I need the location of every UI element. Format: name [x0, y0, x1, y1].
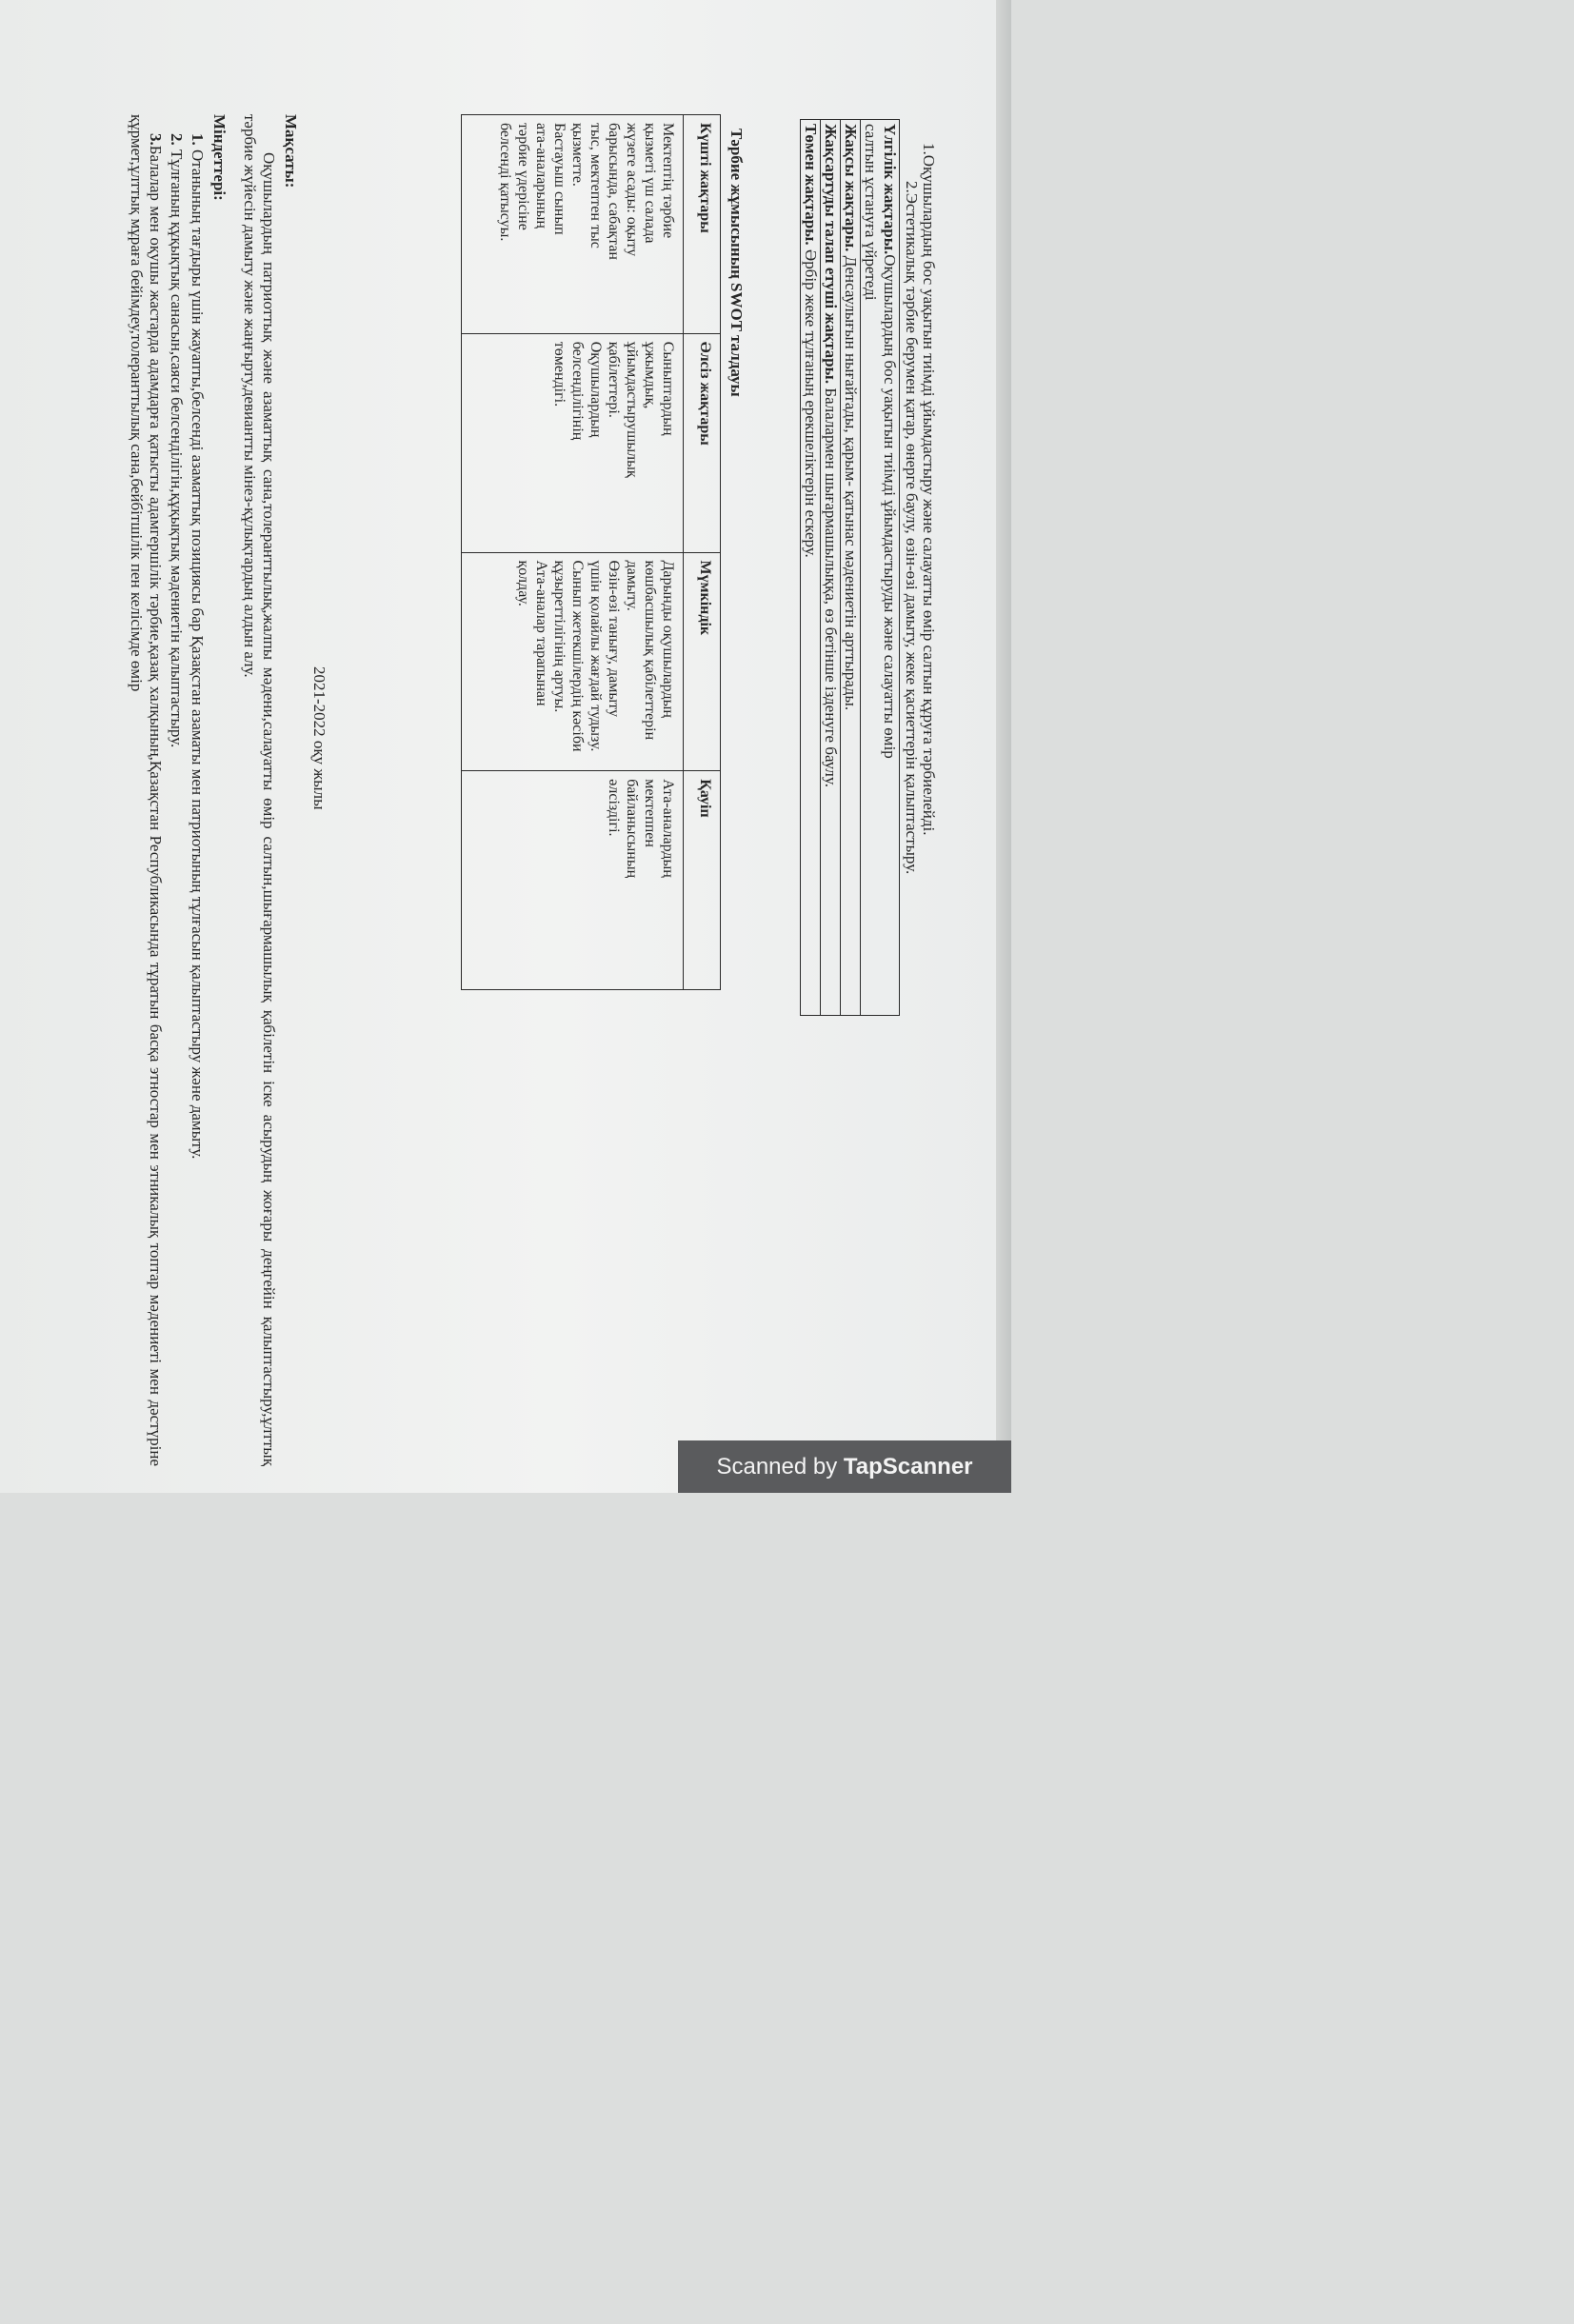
swot-line: Ата-аналар тарапынан: [533, 560, 549, 706]
swot-header-threats: Қауіп: [684, 771, 721, 990]
box-row-good-text: Денсаулығын нығайтады, қарым- қатынас мәдениетін арттырады.: [842, 251, 860, 711]
swot-line: Өзін-өзі танығу, дамыту: [606, 560, 622, 717]
swot-cell-weaknesses: [462, 333, 684, 552]
swot-line: төмендігі.: [551, 341, 568, 407]
watermark-prefix: Scanned by: [716, 1454, 844, 1480]
swot-line: Оқушылардың: [588, 341, 604, 438]
swot-line: мектеппен: [642, 779, 658, 847]
swot-header-strengths: Күшті жақтары: [684, 115, 721, 334]
academic-year: 2021-2022 оқу жылы: [310, 666, 329, 810]
box-row-exemplary-label: Үлгілік жақтары.: [881, 124, 899, 255]
tasks-list: [125, 114, 207, 1466]
swot-line: қызметте.: [569, 123, 586, 187]
swot-line: жүзеге асады: оқыту: [624, 123, 640, 257]
swot-cell-threats: [462, 771, 684, 990]
box-row-exemplary: [860, 120, 899, 1015]
swot-line: белсенділігінің: [569, 341, 586, 441]
swot-line: Ата-аналардың: [660, 779, 676, 878]
swot-line: қызметі үш салада: [642, 123, 658, 244]
watermark-brand: TapScanner: [843, 1454, 973, 1480]
box-row-improve-text: Балалармен шығармашылыққа, өз бетінше ізденуге баулу.: [822, 384, 840, 787]
swot-line: құзыреттілігінің артуы.: [551, 560, 568, 713]
box-row-improve-label: Жақсартуды талап етуші жақтары.: [822, 124, 840, 385]
box-row-low: [801, 120, 820, 1015]
evaluation-box: [800, 119, 900, 1016]
box-row-exemplary-cont: салтын ұстануға үйретеді: [862, 124, 880, 301]
swot-line: ұйымдастырушылық: [624, 341, 640, 478]
swot-line: Сыныптардың: [660, 341, 676, 436]
swot-line: тыс, мектептен тыс: [588, 123, 604, 248]
task-item: [127, 114, 165, 1466]
task-text: Балалар мен оқушы жастарда адамдарға қатысты адамгершілік тәрбие,қазақ халқының,Қазақстан Республикасында тұратын басқа этностар мен этникалық топтар мәдениеті мен дәстүріне құрмет,ұлттық мұраға бейімдеу,толеранттылық сана,бейбітшілік пен келісімде өмір: [128, 114, 165, 1466]
swot-cell-opportunities: [462, 552, 684, 771]
goal-text: Оқушылардың патриоттық және азаматтық сана,толеранттылық,жалпы мәдени,салауатты өмір салтын,шығармашылық қабілетін іске асырудың жоғары деңгейін қалыптастыру,ұлттық тәрбие жүйесін дамыту және жаңғырту,девиантты мінез-құлықтардың алдын алу.: [241, 114, 278, 1466]
swot-line: үшін қолайлы жағдай тудызу.: [588, 560, 604, 752]
swot-title: Тәрбие жұмысының SWOT талдауы: [727, 129, 746, 397]
swot-line: ата-аналарының: [533, 123, 549, 228]
task-item: [188, 114, 207, 1466]
swot-line: Бастауыш сынып: [551, 123, 568, 235]
swot-line: тәрбие үдерісіне: [515, 123, 531, 230]
swot-line: байланысының: [624, 779, 640, 879]
task-number: 2.: [168, 133, 186, 146]
swot-line: Дарынды оқушылардың: [660, 560, 676, 718]
box-row-improve: [820, 120, 840, 1015]
box-row-good-label: Жақсы жақтары.: [842, 124, 860, 252]
box-row-exemplary-text: Оқушылардың бос уақытын тиімді ұйымдастыруды және салауатты өмір: [881, 254, 899, 759]
task-number: 3.: [147, 133, 165, 146]
swot-header-row: [684, 115, 721, 990]
box-row-good: [840, 120, 860, 1015]
task-text: Отанының тағдыры үшін жауапты,белсенді азаматтық позициясы бар Қазақстан азаматы мен патриотының тұлғасын қалыптастыру және дамыту.: [189, 145, 207, 1160]
swot-line: көшбасшылық қабілеттерін: [642, 560, 658, 741]
intro-line-2: 2.Эстетикалық тәрбие берумен қатар, өнерге баулу, өзін-өзі дамыту, жеке қасиеттерін қалыптастыру.: [903, 181, 921, 875]
swot-line: Сынып жетекшілердің кәсіби: [569, 560, 586, 752]
swot-line: ұжымдық,: [642, 341, 658, 409]
swot-line: қабілеттері.: [606, 341, 622, 418]
swot-body-row: [462, 115, 684, 990]
swot-header-weaknesses: Әлсіз жақтары: [684, 333, 721, 552]
rotated-document: [62, 76, 938, 1466]
task-number: 1.: [189, 133, 207, 146]
swot-line: дамыту.: [624, 560, 640, 611]
swot-line: Мектептің тәрбие: [660, 123, 676, 239]
tasks-heading: Міндеттері:: [210, 114, 229, 201]
swot-line: әлсіздігі.: [606, 779, 622, 837]
task-item: [167, 114, 186, 1466]
swot-line: белсенді қатысуы.: [497, 123, 513, 242]
swot-cell-strengths: [462, 115, 684, 334]
swot-header-opportunities: Мүмкіндік: [684, 552, 721, 771]
task-text: Тұлғаның құқықтық санасын,саяси белсенділігін,құқықтық мәдениетін қалыптастыру.: [168, 145, 186, 748]
goal-heading: Мақсаты:: [282, 114, 300, 189]
swot-line: барысында, сабақтан: [606, 123, 622, 260]
intro-line-1: 1.Оқушылардың бос уақытын тиімді ұйымдастыру және салауатты өмір салтын құруға тәрбиелейді.: [920, 143, 938, 836]
box-row-low-label: Төмен жақтары.: [802, 124, 820, 246]
box-row-low-text: Әрбір жеке тұлғаның ерекшеліктерін ескеру.: [802, 245, 820, 558]
swot-table: [461, 114, 721, 990]
swot-line: қолдау.: [515, 560, 531, 606]
scanner-watermark: [678, 1440, 1011, 1493]
paper-stack-edge: [996, 0, 1011, 1493]
